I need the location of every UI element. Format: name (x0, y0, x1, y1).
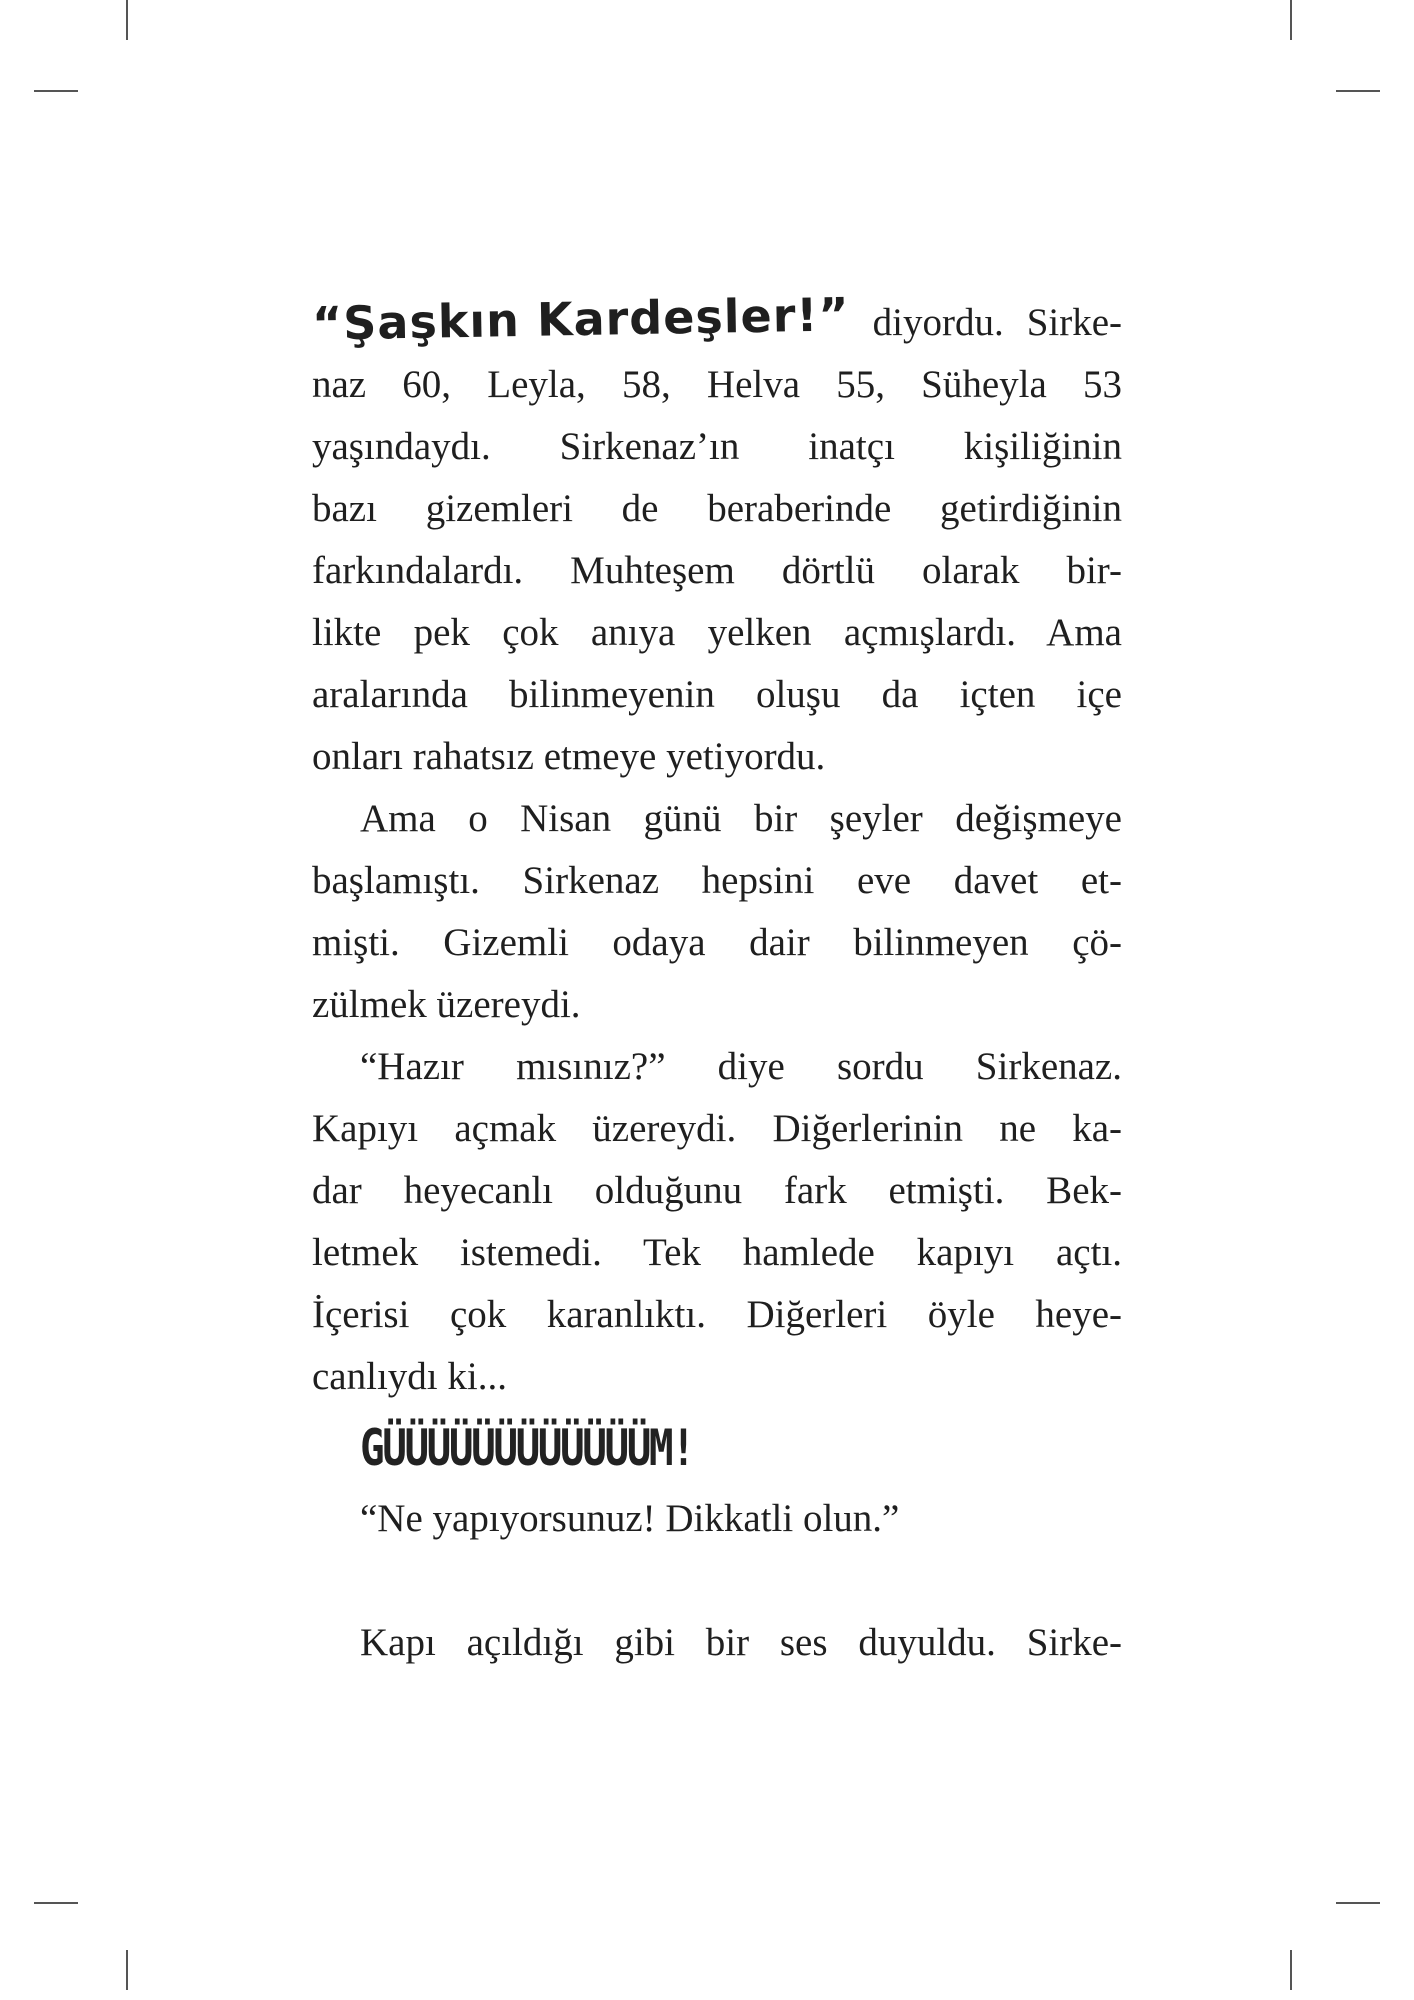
text-line: “Hazır mısınız?” diye sordu Sirkenaz. (360, 1045, 1122, 1088)
text-line: Ama o Nisan günü bir şeyler değişmeye (360, 797, 1122, 840)
crop-mark-bottom-left-h (34, 1902, 78, 1904)
crop-mark-bottom-left (126, 1950, 128, 1990)
text-line: Kapıyı açmak üzereydi. Diğerlerinin ne ka- (312, 1107, 1122, 1150)
crop-mark-bottom-right (1290, 1950, 1292, 1990)
text-line: bazı gizemleri de beraberinde getirdiğinin (312, 487, 1122, 530)
text-line: onları rahatsız etmeye yetiyordu. (312, 735, 826, 778)
crop-mark-top-right (1290, 0, 1292, 40)
text-line: farkındalardı. Muhteşem dörtlü olarak bir- (312, 549, 1122, 592)
paragraph-1 (312, 288, 1122, 788)
dialogue-line: “Ne yapıyorsunuz! Dikkatli olun.” (360, 1497, 900, 1540)
text-line: likte pek çok anıya yelken açmışlardı. Ama (312, 611, 1122, 654)
text-line: naz 60, Leyla, 58, Helva 55, Süheyla 53 (312, 363, 1122, 406)
text-line: başlamıştı. Sirkenaz hepsini eve davet et- (312, 859, 1122, 902)
crop-mark-top-left (126, 0, 128, 40)
text-line: yaşındaydı. Sirkenaz’ın inatçı kişiliğinin (312, 425, 1122, 468)
paragraph-3 (312, 1036, 1122, 1408)
text-line: “Şaşkın Kardeşler!” diyordu. Sirke- (312, 288, 1122, 354)
text-line: letmek istemedi. Tek hamlede kapıyı açtı. (312, 1231, 1122, 1274)
crop-mark-top-left-h (34, 90, 78, 92)
crop-mark-bottom-right-h (1336, 1902, 1380, 1904)
crop-mark-top-right-h (1336, 90, 1380, 92)
paragraph-4 (312, 1612, 1122, 1674)
spacer (312, 1550, 1122, 1612)
text-line: Kapı açıldığı gibi bir ses duyuldu. Sirke- (360, 1621, 1122, 1664)
text-line: canlıydı ki... (312, 1355, 507, 1398)
text-line: aralarında bilinmeyenin oluşu da içten içe (312, 673, 1122, 716)
text-line: dar heyecanlı olduğunu fark etmişti. Bek- (312, 1169, 1122, 1212)
text-line: İçerisi çok karanlıktı. Diğerleri öyle heye- (312, 1293, 1122, 1336)
page-body (312, 288, 1122, 1674)
text-line: zülmek üzereydi. (312, 983, 581, 1026)
paragraph-2 (312, 788, 1122, 1036)
sound-effect: GÜÜÜÜÜÜÜÜÜÜÜÜM! (360, 1419, 694, 1477)
text-line: mişti. Gizemli odaya dair bilinmeyen çö- (312, 921, 1122, 964)
sound-effect-line (312, 1408, 1122, 1488)
handwritten-title: “Şaşkın Kardeşler!” (311, 287, 851, 351)
